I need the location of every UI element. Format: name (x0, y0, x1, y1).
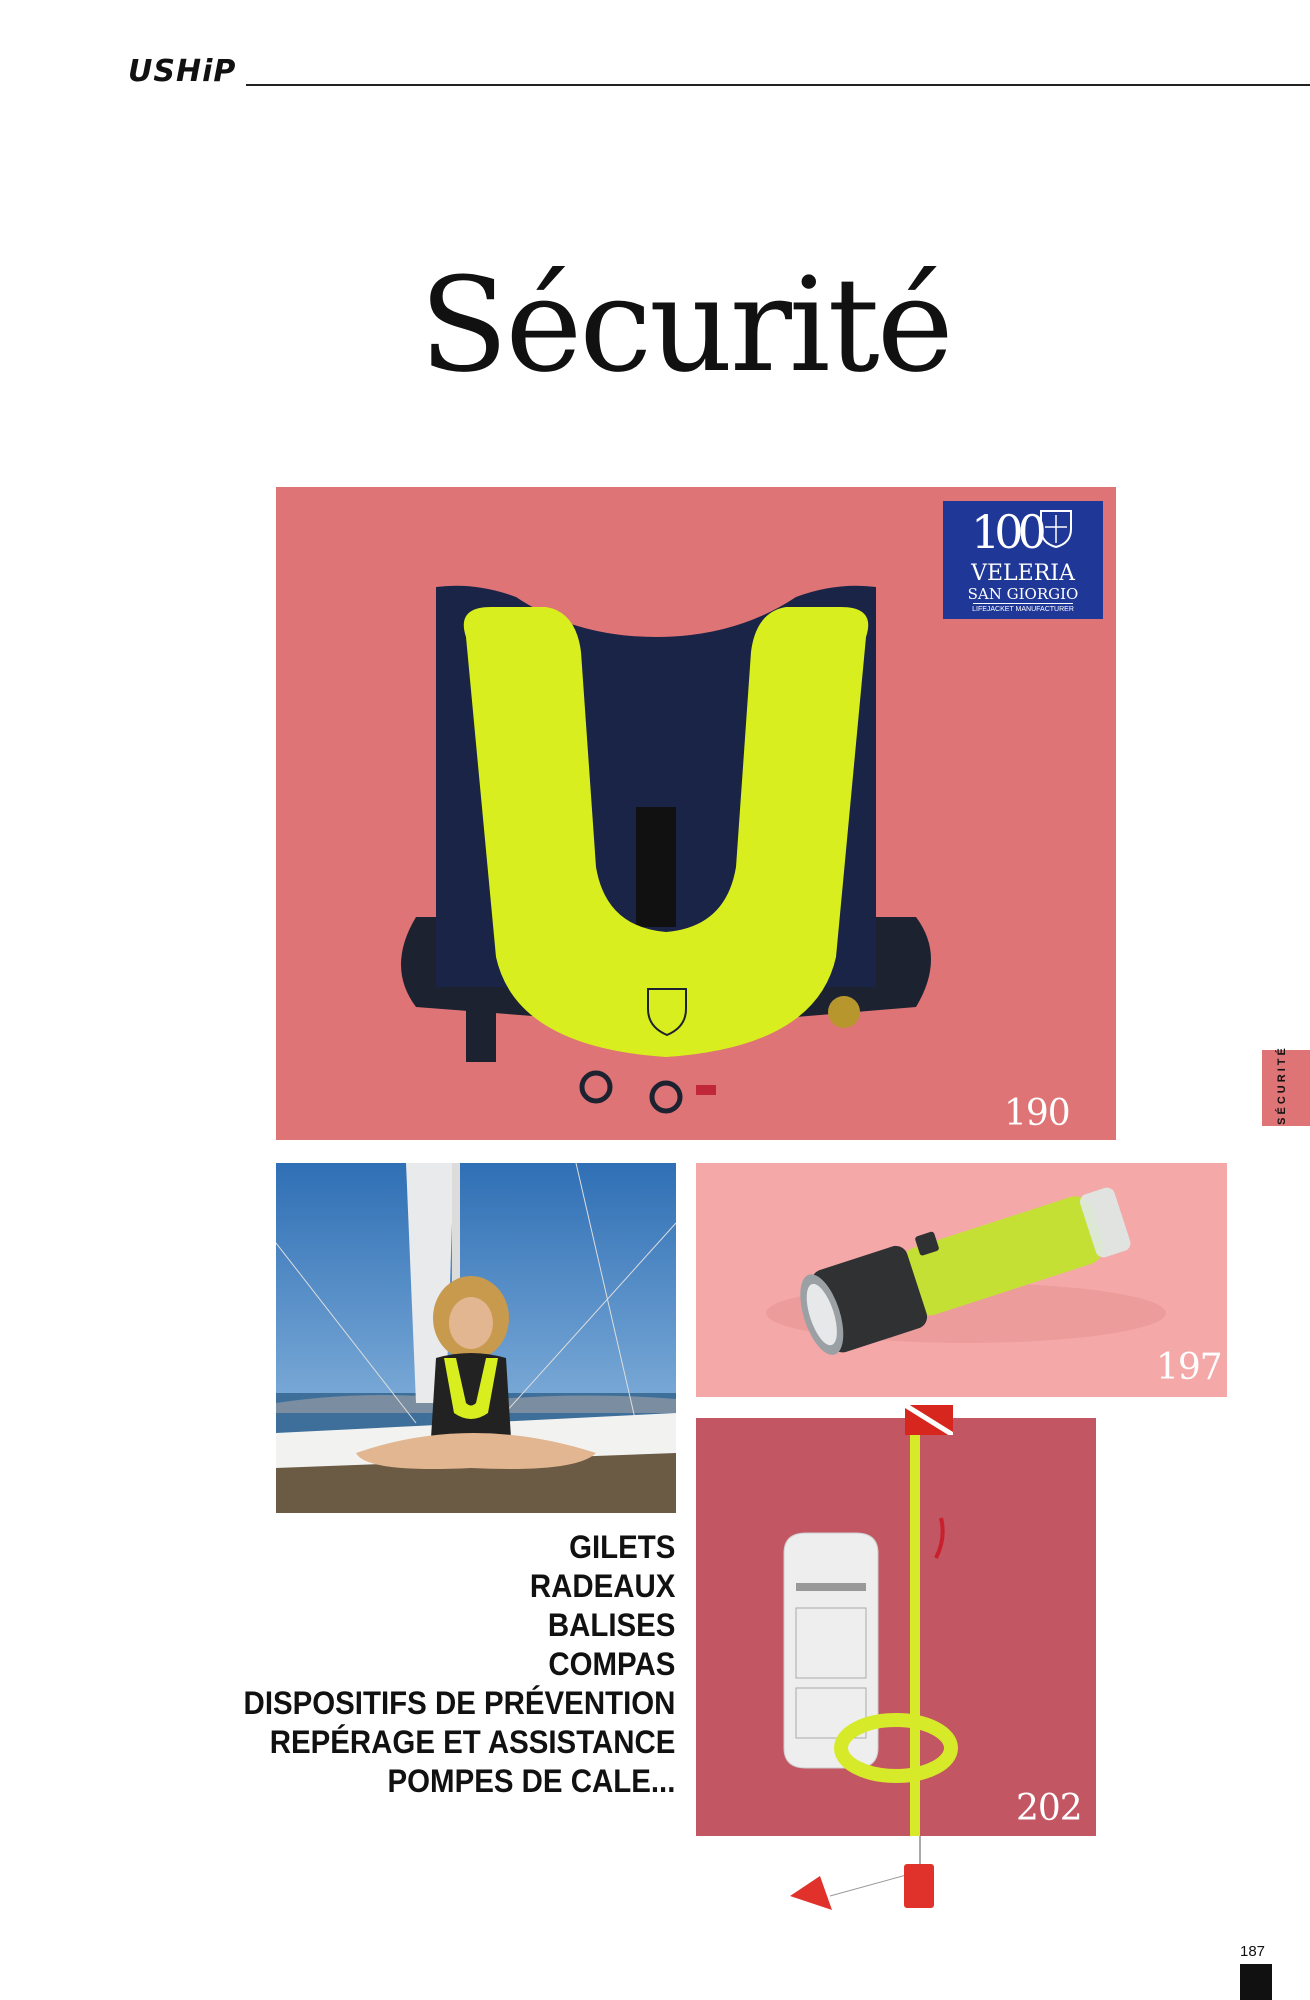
category-item: DISPOSITIFS DE PRÉVENTION (243, 1685, 675, 1721)
page-ref-202: 202 (1016, 1788, 1082, 1829)
logo-line2: SAN GIORGIO (967, 585, 1079, 603)
category-item: REPÉRAGE ET ASSISTANCE (269, 1724, 675, 1760)
page-title: Sécurité (419, 249, 951, 401)
drogue-and-light-icon (770, 1836, 940, 1926)
page-ref-190: 190 (1004, 1093, 1070, 1134)
header-rule (246, 84, 1310, 86)
category-item: POMPES DE CALE... (387, 1763, 675, 1799)
category-item: BALISES (547, 1607, 675, 1643)
category-item: COMPAS (547, 1646, 675, 1682)
flashlight-panel (696, 1163, 1227, 1397)
buoy-kit-illustration (696, 1418, 1096, 1836)
brand-logo: USHiP (128, 54, 237, 89)
page-ref-197: 197 (1156, 1347, 1222, 1388)
buoy-kit-panel (696, 1418, 1096, 1836)
category-list (243, 1528, 675, 1801)
veleria-logo (943, 501, 1103, 619)
category-item: RADEAUX (529, 1568, 675, 1604)
logo-rule (973, 603, 1073, 604)
category-item: GILETS (568, 1529, 675, 1565)
logo-number: 100 (971, 505, 1041, 559)
flashlight-illustration (696, 1163, 1227, 1397)
page-number: 187 (1240, 1943, 1266, 1960)
shield-icon (1039, 509, 1073, 549)
logo-line3: LIFEJACKET MANUFACTURER (972, 606, 1074, 613)
logo-line1: VELERIA (971, 561, 1075, 586)
folio-bar (1240, 1964, 1272, 2000)
dive-flag-icon (905, 1405, 953, 1435)
section-tab-label: SÉCURITÉ (1276, 1045, 1288, 1125)
sailing-photo (276, 1163, 676, 1513)
